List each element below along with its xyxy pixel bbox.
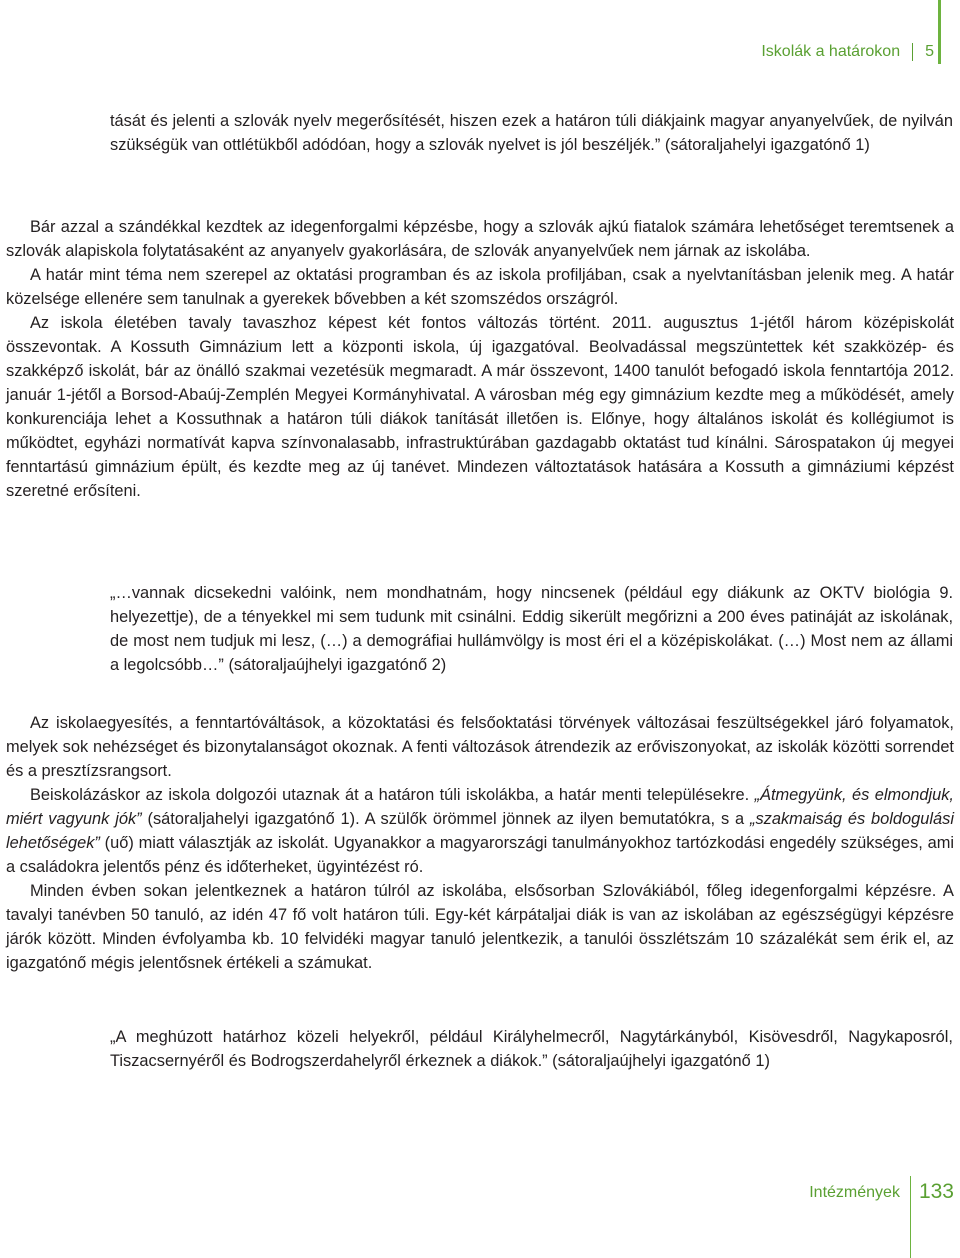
footer-chapter: Intézmények [809, 1184, 900, 1201]
header-divider [912, 43, 913, 61]
paragraph-1: Bár azzal a szándékkal kezdtek az idegenforgalmi képzésbe, hogy a szlovák ajkú fiatalok számára lehetőséget teremtsenek a szlovák alapiskola folytatásaként az anyanyelv gyakorlására, de szlovák anyanyelvűek nem járnak az iskolába. [6, 218, 954, 260]
running-header [761, 43, 934, 61]
quote-block-1: tását és jelenti a szlovák nyelv megerősítését, hiszen ezek a határon túli diákjaink magyar anyanyelvűek, de nyilván szükségük van ottlétükből adódóan, hogy a szlovák nyelvet is jól beszéljék.” (sátoraljahelyi igazgatónő 1) [110, 112, 953, 154]
paragraph-2: A határ mint téma nem szerepel az oktatási programban és az iskola profiljában, csak a nyelvtanításban jelenik meg. A határ közelsége ellenére sem tanulnak a gyerekek bővebben a két szomszédos országról. [6, 266, 954, 308]
paragraph-5-text-c: (uő) miatt választják az iskolát. Ugyanakkor a magyarországi tanulmányokhoz tartózkodási engedély szükséges, ami a családokra jelentős pénz és időterheket, ügyintézést ró. [6, 834, 954, 876]
paragraph-4: Az iskolaegyesítés, a fenntartóváltások, a közoktatási és felsőoktatási törvények változásai feszültségekkel járó folyamatok, melyek sok nehézséget és bizonytalanságot okoznak. A fenti változások átrendezik az erőviszonyokat, az iskolák közötti sorrendet és a presztízsrangsort. [6, 714, 954, 780]
quote-block-2: „…vannak dicsekedni valóink, nem mondhatnám, hogy nincsenek (például egy diákunk az OKTV biológia 9. helyezettje), de a tényekkel mi sem tudunk mit csinálni. Eddig sikerült megőrizni a 200 éves patináját az iskolának, de most nem tudjuk mi lesz, (…) a demográfiai hullámvölgy is most éri el a középiskolákat. (…) Most nem az állami a legolcsóbb…” (sátoraljaújhelyi igazgatónő 2) [110, 584, 953, 674]
footer-divider [910, 1176, 911, 1258]
paragraph-5 [6, 783, 954, 879]
paragraph-block-1 [6, 215, 954, 503]
section-title: Iskolák a határokon [761, 43, 901, 60]
paragraph-3: Az iskola életében tavaly tavaszhoz képest két fontos változás történt. 2011. augusztus 1-jétől három középiskolát összevontak. A Kossuth Gimnázium lett a központi iskola, új igazgatóval. Beolvadással megszüntettek két szakközép- és szakképző iskolát, bár az önálló szakmai vezetésük megmaradt. A már összevont, 1400 tanulót befogadó iskola fenntartója 2012. január 1-jétől a Borsod-Abaúj-Zemplén Megyei Kormányhivatal. A városban még egy gimnázium kezdte meg a működését, amely konkurenciája lehet a Kossuthnak a határon túli diákok tanítását illetően is. Előnye, hogy általános iskolát és kollégiumot is működtet, egyházi normatívát kapva színvonalasabb, infrastruktúrában gazdagabb oktatást tud kínálni. Sárospatakon új megyei fenntartású gimnázium épült, és kezdte meg az új tanévet. Mindezen változtatások hatására a Kossuth a gimnáziumi képzést szeretné erősíteni. [6, 314, 954, 500]
page-footer [809, 1176, 954, 1258]
page-number: 133 [918, 1180, 954, 1203]
quote-block-3: „A meghúzott határhoz közeli helyekről, például Királyhelmecről, Nagytárkányból, Kisövesdről, Nagykaposról, Tiszacsernyéről és Bodrogszerdahelyről érkeznek a diákok.” (sátoraljaújhelyi igazgatónő 1) [110, 1028, 953, 1070]
quote-inline-1: „Átmegyünk, és elmondjuk, miért vagyunk jók” [6, 786, 954, 828]
section-number: 5 [925, 43, 934, 60]
paragraph-block-2 [6, 711, 954, 975]
header-rule [938, 0, 941, 64]
paragraph-5-text-b: (sátoraljahelyi igazgatónő 1). A szülők örömmel jönnek az ilyen bemutatókra, s a [147, 810, 745, 828]
paragraph-6: Minden évben sokan jelentkeznek a határon túlról az iskolába, elsősorban Szlovákiából, főleg idegenforgalmi képzésre. A tavalyi tanévben 50 tanuló, az idén 47 fő volt határon túli. Egy-két kárpátaljai diák is van az iskolában az egészségügyi képzésre járók között. Minden évfolyamba kb. 10 felvidéki magyar tanuló jelentkezik, a tanulói összlétszám 10 százalékát sem érik el, az igazgatónő mégis jelentősnek értékeli a számukat. [6, 882, 954, 972]
quote-inline-2: „szakmaiság és boldogulási lehetőségek” [6, 810, 954, 852]
paragraph-5-text-a: Beiskolázáskor az iskola dolgozói utaznak át a határon túli iskolákba, a határ menti településekre. [30, 786, 750, 804]
